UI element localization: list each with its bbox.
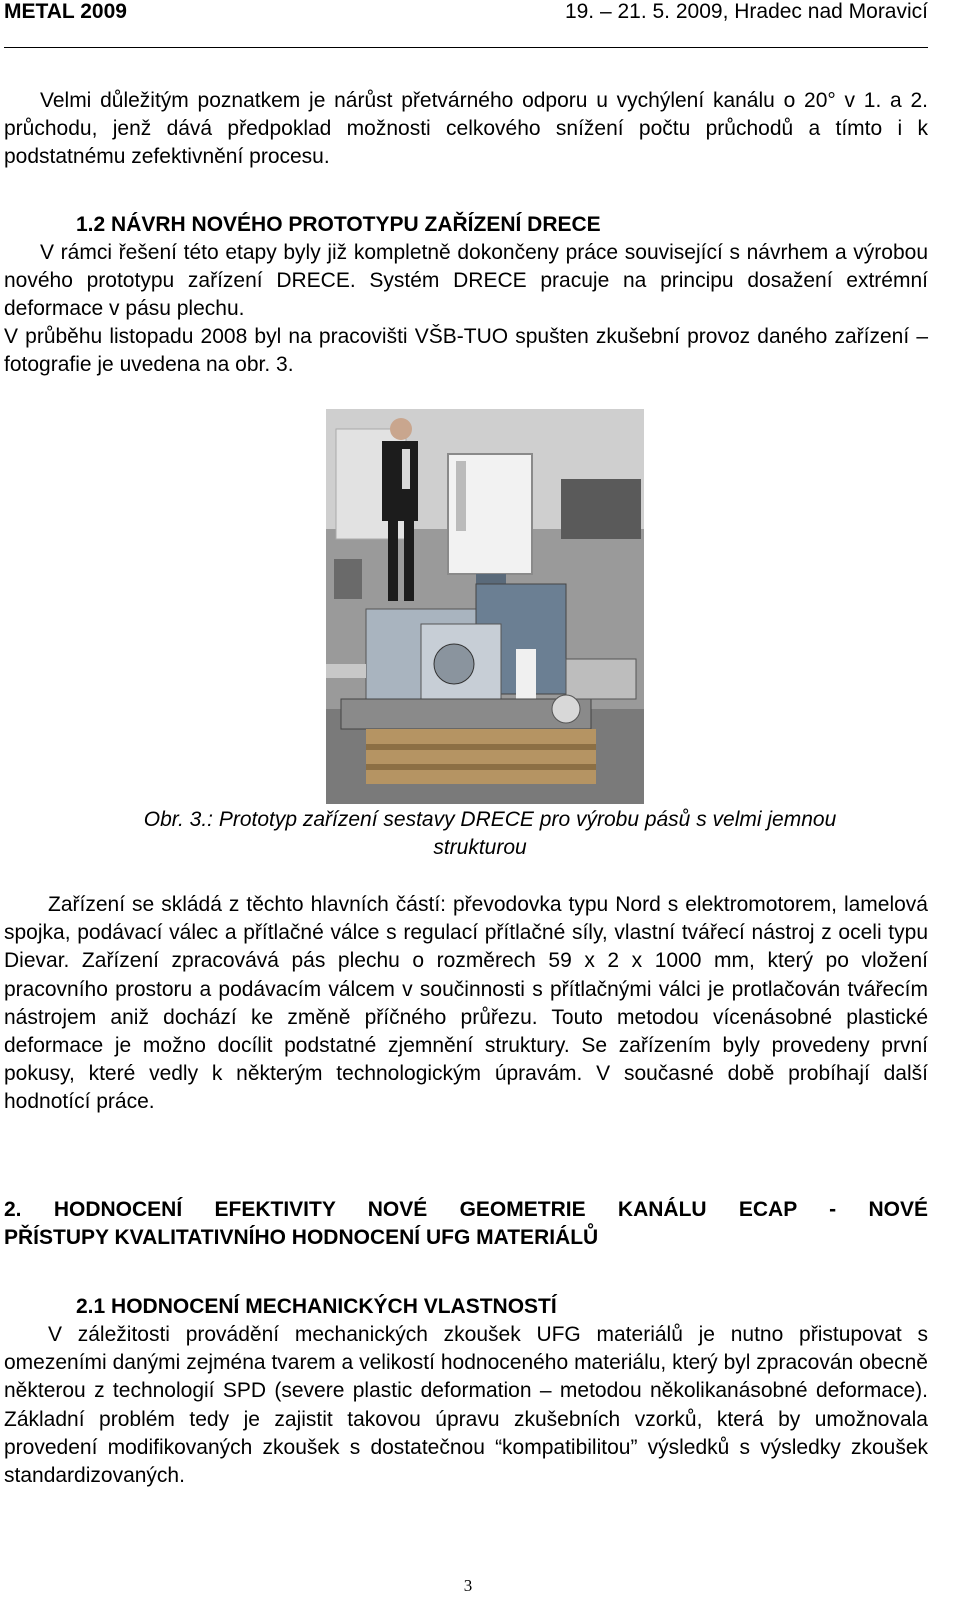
heading-1-2: 1.2 NÁVRH NOVÉHO PROTOTYPU ZAŘÍZENÍ DRECE (76, 213, 601, 236)
paragraph-intro: Velmi důležitým poznatkem je nárůst přetvárného odporu u vychýlení kanálu o 20° v 1. a 2. průchodu, jenž dává předpoklad možnosti celkového snížení počtu průchodů a tímto i k podstatnému zefektivnění procesu. (4, 89, 928, 169)
figure-caption-line-1: Obr. 3.: Prototyp zařízení sestavy DRECE pro výrobu pásů s velmi jemnou (143, 808, 837, 831)
figure-caption-line-2: strukturou (433, 836, 527, 859)
header-title: METAL 2009 (4, 0, 127, 23)
heading-2-line-2: PŘÍSTUPY KVALITATIVNÍHO HODNOCENÍ UFG MATERIÁLŮ (4, 1226, 599, 1249)
paragraph-section-1-2-b: V průběhu listopadu 2008 byl na pracovišti VŠB-TUO spušten zkušební provoz daného zařízení – fotografie je uvedena na obr. 3. (4, 325, 928, 377)
heading-2-1: 2.1 HODNOCENÍ MECHANICKÝCH VLASTNOSTÍ (76, 1295, 557, 1318)
paragraph-device-description: Zařízení se skládá z těchto hlavních částí: převodovka typu Nord s elektromotorem, lamelová spojka, podávací válec a přítlačné válce s regulací přítlačné síly, vlastní tvářecí nástroj z oceli typu Dievar. Zařízení zpracovává pás plechu o rozměrech 59 x 2 x 1000 mm, který po vložení pracovního prostoru a podávacím válcem v součinnosti s přítlačnými válci je protlačován tvářecím nástrojem aniž dochází ke změně příčného průřezu. Touto metodou vícenásobné plastické deformace je možno docílit podstatné zjemnění struktury. Se zařízením byly provedeny první pokusy, které vedly k některým technologickým úpravám. V současné době probíhají další hodnotící práce. (4, 893, 928, 1114)
paragraph-section-1-2-a: V rámci řešení této etapy byly již kompletně dokončeny práce související s návrhem a výrobou nového prototypu zařízení DRECE. Systém DRECE pracuje na principu dosažení extrémní deformace v pásu plechu. (4, 241, 928, 321)
heading-2-line-1: 2. HODNOCENÍ EFEKTIVITY NOVÉ GEOMETRIE KANÁLU ECAP - NOVÉ (4, 1198, 928, 1221)
header-event: 19. – 21. 5. 2009, Hradec nad Moravicí (564, 0, 928, 23)
header-rule (4, 47, 928, 48)
figure-drece-photo (326, 409, 644, 804)
figure-caption (0, 806, 960, 862)
paragraph-section-2-1: V záležitosti provádění mechanických zkoušek UFG materiálů je nutno přistupovat s omezeními danými zejména tvarem a velikostí hodnoceného materiálu, který byl zpracován obecně některou z technologií SPD (severe plastic deformation – metodou několikanásobné deformace). Základní problém tedy je zajistit takovou úpravu zkušebních vzorků, která by umožnovala provedení modifikovaných zkoušek s dostatečnou “kompatibilitou” výsledků s výsledky zkoušek standardizovaných. (4, 1323, 928, 1488)
page-number: 3 (463, 1576, 473, 1595)
